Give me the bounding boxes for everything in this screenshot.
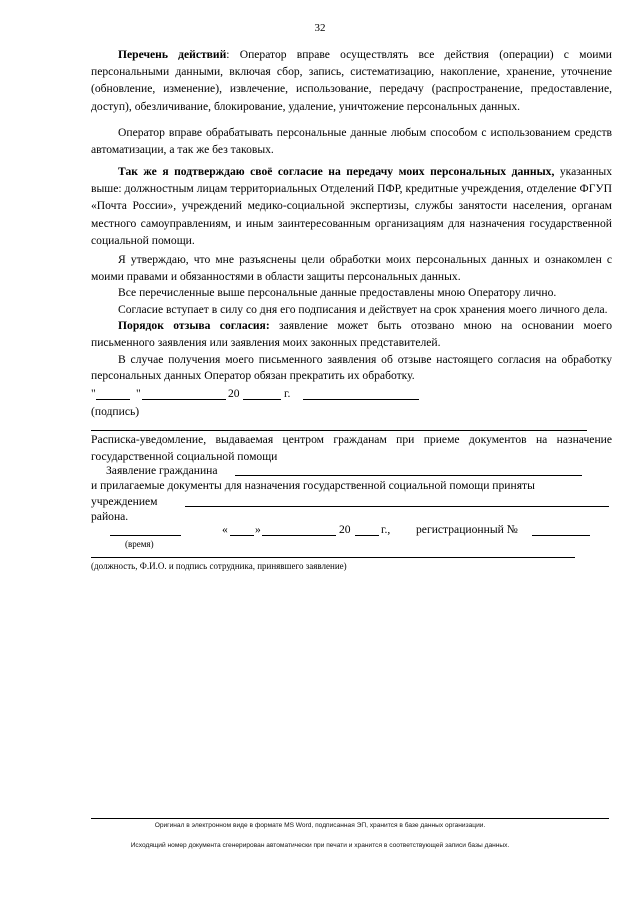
official-caption: (должность, Ф.И.О. и подпись сотрудника, принявшего заявление): [91, 561, 347, 571]
actions-list-paragraph: [91, 46, 612, 115]
transfer-consent-heading: Так же я подтверждаю своё согласие на передачу моих персональных данных,: [118, 165, 555, 178]
actions-list-heading: Перечень действий: [118, 48, 227, 61]
validity-text: Согласие вступает в силу со дня его подписания и действует на срок хранения моего личного дела.: [118, 302, 608, 316]
transfer-consent-paragraph: [91, 163, 612, 249]
receipt-year-suffix: г.,: [381, 523, 391, 536]
registration-label: регистрационный №: [416, 523, 518, 536]
footer-original-note: Оригинал в электронном виде в формате MS Word, подписанная ЭП, хранится в базе данных организации.: [154, 822, 486, 829]
signature-day-blank: [96, 399, 130, 400]
revocation-processing-text: В случае получения моего письменного заявления об отзыве настоящего согласия на обработку персональных данных Оператор обязан прекратить их обработку.: [91, 352, 612, 383]
receipt-month-blank: [262, 535, 336, 536]
registration-number-blank: [532, 535, 590, 536]
receipt-year-blank: [355, 535, 379, 536]
acknowledgement-block: [91, 252, 612, 385]
receipt-quote-close: »: [255, 523, 261, 536]
time-blank: [110, 535, 181, 536]
revocation-text: заявление может быть отозвано мною на основании моего письменного заявления или заявления моих законных представителей.: [91, 319, 612, 349]
footer-number-note: Исходящий номер документа сгенерирован автоматически при печати и хранится в соответствующей записи базы данных.: [130, 842, 510, 849]
signature-blank: [303, 399, 419, 400]
official-signature-blank: [91, 557, 575, 558]
personal-provision-text: Все перечисленные выше персональные данные предоставлены мною Оператору лично.: [118, 286, 557, 300]
acknowledgement-text: Я утверждаю, что мне разъяснены цели обработки моих персональных данных и ознакомлен с моими правами и обязанностями в области защиты персональных данных.: [91, 253, 612, 283]
date-quote-open: ": [91, 387, 96, 400]
signature-year-suffix: г.: [284, 387, 291, 400]
actions-list-text: : Оператор вправе осуществлять все действия (операции) с моими персональными данными, включая сбор, запись, систематизацию, накопление, хранение, уточнение (обновление, изменение), извлечение, использование, передачу (распространение, предоставление, доступ), обезличивание, блокирование, удаление, уничтожение персональных данных.: [91, 48, 612, 113]
signature-caption: (подпись): [91, 405, 140, 418]
receipt-quote-open: «: [222, 523, 228, 536]
district-label: района.: [91, 510, 129, 523]
footer-separator: [91, 818, 609, 819]
processing-methods-text: Оператор вправе обрабатывать персональные данные любым способом с использованием средств автоматизации, а так же без таковых.: [91, 126, 612, 157]
transfer-consent-text: указанных выше: должностным лицам территориальных Отделений ПФР, кредитные учреждения, отделение ФГУП «Почта России», учреждений медико-социальной экспертизы, службы занятости населения, органам местного самоуправлениям, и иным заинтересованным организациям для назначения государственной социальной помощи.: [91, 165, 612, 247]
documents-accepted-text: и прилагаемые документы для назначения государственной социальной помощи приняты: [91, 479, 535, 492]
institution-label: учреждением: [91, 495, 158, 508]
receipt-year-prefix: 20: [339, 523, 351, 536]
date-quote-close: ": [136, 387, 141, 400]
signature-year-prefix: 20: [228, 387, 240, 400]
receipt-separator: [91, 430, 587, 431]
signature-month-blank: [142, 399, 226, 400]
documents-accepted-paragraph: [91, 477, 612, 494]
institution-blank: [185, 506, 609, 507]
receipt-day-blank: [230, 535, 254, 536]
receipt-title-text: Расписка-уведомление, выдаваемая центром гражданам при приеме документов на назначение государственной социальной помощи: [91, 433, 612, 463]
signature-year-blank: [243, 399, 281, 400]
receipt-title: [91, 432, 612, 465]
applicant-name-blank: [235, 475, 582, 476]
applicant-label: Заявление гражданина: [106, 464, 218, 477]
processing-methods-paragraph: [91, 124, 612, 158]
revocation-heading: Порядок отзыва согласия:: [118, 319, 270, 333]
time-caption: (время): [125, 539, 154, 549]
page-number: 32: [314, 22, 326, 34]
